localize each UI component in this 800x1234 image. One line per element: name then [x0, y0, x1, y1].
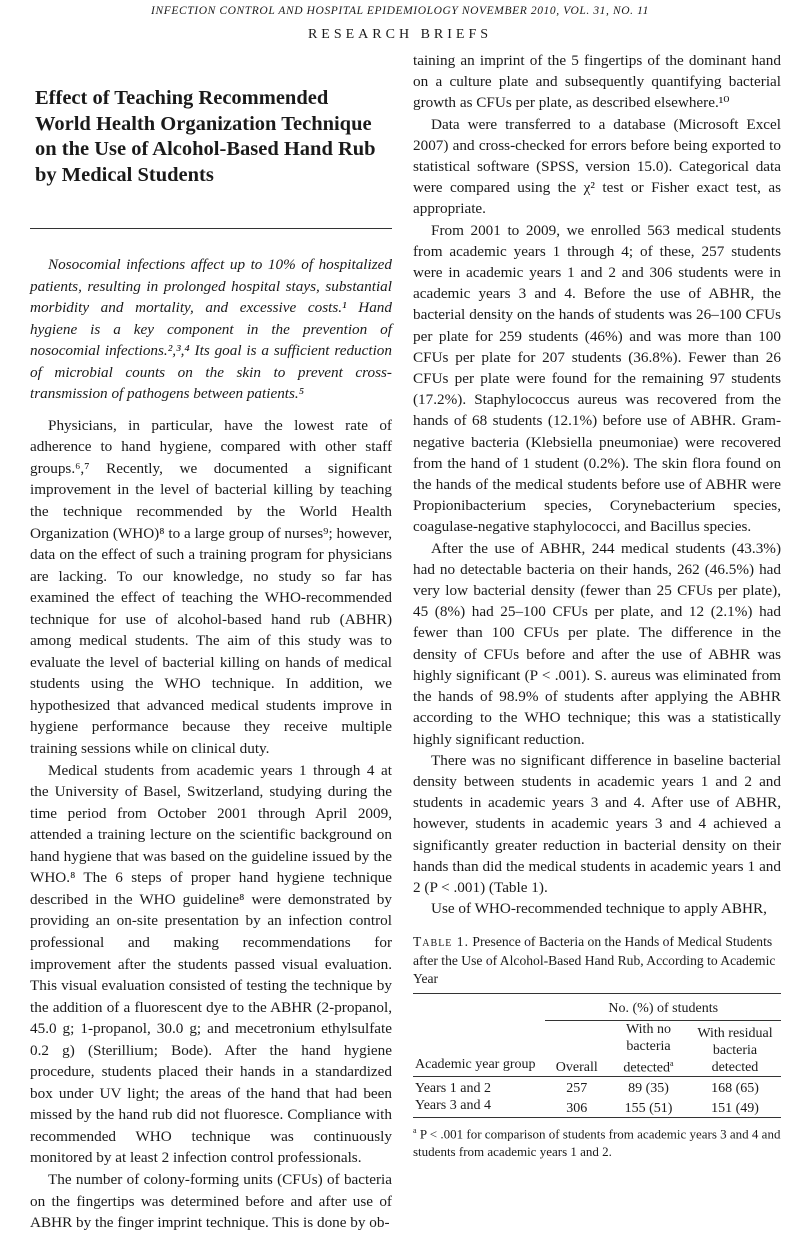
paragraph: From 2001 to 2009, we enrolled 563 medical students from academic years 1 through 4; of these, 257 students were in academic years 1 and 2 and 306 students were in academic years 3 and 4. Before the use of ABHR, the bacterial density on the hands of students was 26–100 CFUs per plate for 259 students (46%) and was more than 100 CFUs per plate for 207 students (36.8%). Fewer than 26 CFUs per plate were found for the remaining 97 students (17.2%). Staphylococcus aureus was recovered from the hands of 68 students (12.1%) before use of ABHR. Gram-negative bacteria (Klebsiella pneumoniae) were recovered from the hand of 1 student (0.2%). The skin flora found on the hands of the medical students before use of ABHR were Propionibacterium species, Corynebacterium species, coagulase-negative staphylococci, and Bacillus species. — [413, 221, 781, 536]
footnote-text: P < .001 for comparison of students from academic years 3 and 4 and students from academic years 1 and 2. — [413, 1126, 781, 1159]
table-cell: 155 (51) — [624, 1101, 673, 1117]
table-cell: 257 — [566, 1081, 588, 1097]
section-heading: RESEARCH BRIEFS — [307, 27, 493, 42]
intro-paragraph: Nosocomial infections affect up to 10% of hospitalized patients, resulting in prolonged hospital stays, substantial morbidity and mortality, and excessive costs.¹ Hand hygiene is a key component in the prevention of nosocomial infections.²,³,⁴ Its goal is a sufficient reduction of microbial counts on the skin to prevent cross-transmission of pathogens between patients.⁵ — [30, 256, 392, 403]
table-label: Table 1. — [413, 934, 470, 950]
paragraph: Data were transferred to a database (Microsoft Excel 2007) and cross-checked for errors before being exported to statistical software (SPSS, version 15.0). Categorical data were compared using the χ² test or Fisher exact test, as appropriate. — [413, 115, 781, 218]
table-row — [413, 1077, 781, 1098]
column-header: Academic year group — [415, 1057, 536, 1073]
results-table — [413, 993, 781, 1119]
right-column — [413, 50, 781, 1160]
paragraph: There was no significant difference in baseline bacterial density between students in academic years 1 and 2 and students in academic years 3 and 4. After use of ABHR, however, students in academic years 3 and 4 achieved a significantly greater reduction in bacterial density on their hands than did the medical students in academic years 1 and 2 (P < .001) (Table 1). — [413, 751, 781, 896]
table-cell: 89 (35) — [628, 1081, 669, 1097]
column-header: Overall — [555, 1060, 598, 1076]
table-caption-text: Presence of Bacteria on the Hands of Medical Students after the Use of Alcohol-Based Hand Rub, According to Academic Year — [413, 934, 776, 987]
column-header: With residual bacteria detected — [697, 1026, 773, 1076]
table-caption — [413, 933, 781, 989]
paragraph: After the use of ABHR, 244 medical students (43.3%) had no detectable bacteria on their hands, 262 (46.5%) had very low bacterial density (fewer than 25 CFUs per plate), 45 (8%) had 25–100 CFUs per plate, and 12 (2.1%) had fewer than 100 CFUs per plate. The difference in the density of CFUs before and after the use of ABHR was highly significant (P < .001). S. aureus was eliminated from the hands of 98.9% of students after applying the ABHR according to the WHO technique; this was a statistically highly significant reduction. — [413, 539, 781, 748]
running-head: INFECTION CONTROL AND HOSPITAL EPIDEMIOLOGY NOVEMBER 2010, VOL. 31, NO. 11 — [151, 5, 649, 17]
left-column — [30, 254, 392, 1234]
article-title: Effect of Teaching Recommended World Health Organization Technique on the Use of Alcohol-Based Hand Rub by Medical Students — [35, 87, 376, 186]
footnote-mark: a — [413, 1126, 417, 1136]
table-cell: 151 (49) — [711, 1101, 759, 1117]
paragraph: The number of colony-forming units (CFUs) of bacteria on the fingertips was determined before and after use of ABHR by the finger imprint technique. This is done by ob- — [30, 1170, 392, 1232]
table-cell: 306 — [566, 1101, 588, 1117]
table-spanner: No. (%) of students — [545, 993, 781, 1020]
paragraph: taining an imprint of the 5 fingertips of the dominant hand on a culture plate and subsequently quantifying bacterial growth as CFUs per plate, as described elsewhere.¹⁰ — [413, 52, 781, 112]
footnote-mark: a — [670, 1058, 674, 1068]
paragraph: Medical students from academic years 1 through 4 at the University of Basel, Switzerland, studying during the time period from October 2001 through April 2009, attended a training lecture on the scientific background on hand hygiene that was based on the guideline issued by the WHO.⁸ The 6 steps of proper hand hygiene technique described in the WHO guideline⁸ were demonstrated by providing an on-site presentation by an infection control professional and making recommendations for improvement after the students passed visual evaluation. This visual evaluation consisted of testing the technique by the addition of a fluorescent dye to the ABHR (2-propanol, 45.0 g; 1-propanol, 30.0 g; and mecetronium ethylsulfate 0.2 g) (Sterillium; Bode). After the hand hygiene procedure, students placed their hands in a standardized box under UV light; the areas of the hand that had been missed by the hand rub did not fluoresce. Compliance with recommended WHO technique was continuously monitored by at least 2 infection control professionals. — [30, 761, 392, 1167]
paragraph: Use of WHO-recommended technique to apply ABHR, — [431, 900, 767, 918]
paragraph: Physicians, in particular, have the lowest rate of adherence to hand hygiene, compared with other staff groups.⁶,⁷ Recently, we documented a significant improvement in the level of bacterial killing by teaching the technique recommended by the World Health Organization (WHO)⁸ to a large group of nurses⁹; however, data on the effect of such a training program for physicians are lacking. To our knowledge, no study so far has examined the effect of teaching the WHO-recommended technique for use of alcohol-based hand rub (ABHR) among medical students. The aim of this study was to evaluate the level of bacterial killing on hands of medical students using the WHO technique. In addition, we hypothesized that advanced medical students improve in hygiene performance because they receive multiple training sessions while on clinical duty. — [30, 416, 392, 758]
title-rule — [30, 228, 392, 229]
table-cell: Years 1 and 2 — [415, 1081, 491, 1097]
table-row — [413, 1097, 781, 1118]
table-cell: Years 3 and 4 — [415, 1098, 491, 1114]
table-footnote — [413, 1122, 781, 1159]
column-header: With no bacteria detected — [623, 1021, 671, 1076]
table-cell: 168 (65) — [711, 1081, 759, 1097]
